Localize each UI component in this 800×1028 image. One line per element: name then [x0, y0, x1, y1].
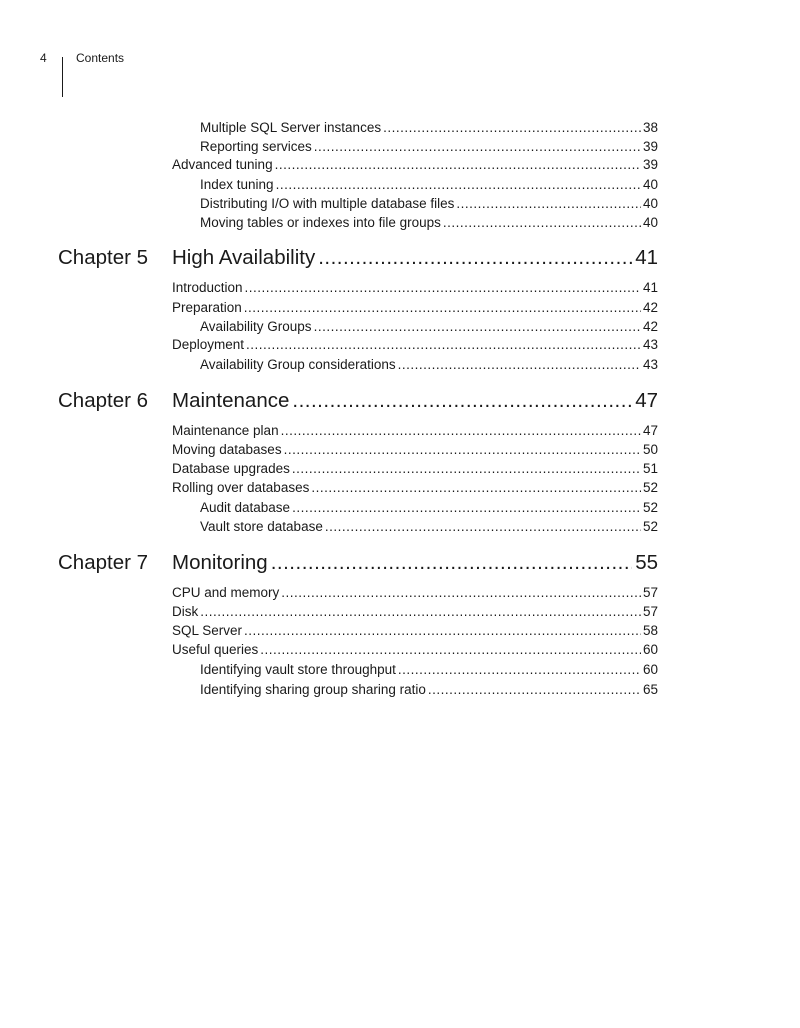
dot-leader: [314, 138, 641, 156]
dot-leader: [246, 336, 641, 354]
toc-entry-title: CPU and memory: [172, 585, 280, 600]
chapter-label: Chapter 5: [58, 246, 149, 269]
chapter-entry[interactable]: [172, 389, 658, 413]
toc-entry-title: Rolling over databases: [172, 480, 310, 495]
toc-entry-page: 57: [642, 585, 658, 600]
toc-entry-title: Introduction: [172, 280, 243, 295]
toc-entry-title: Useful queries: [172, 642, 259, 657]
toc-entry-page: 58: [642, 623, 658, 638]
toc-entry-title: Identifying sharing group sharing ratio: [200, 682, 426, 697]
chapter-title: Monitoring: [172, 551, 268, 574]
toc-entry-page: 38: [642, 120, 658, 135]
toc-entry-page: 40: [642, 196, 658, 211]
toc-entry-title: Moving databases: [172, 442, 282, 457]
toc-entry-page: 65: [642, 682, 658, 697]
toc-entry[interactable]: [172, 479, 658, 497]
dot-leader: [428, 681, 641, 699]
toc-entry-title: Maintenance plan: [172, 423, 279, 438]
toc-entry-title: Database upgrades: [172, 461, 290, 476]
page-number: 4: [40, 51, 47, 65]
toc-entry-page: 60: [642, 662, 658, 677]
chapter-entry[interactable]: [172, 246, 658, 270]
dot-leader: [292, 499, 641, 517]
dot-leader: [244, 299, 641, 317]
toc-entry-page: 51: [642, 461, 658, 476]
toc-entry-title: Availability Group considerations: [200, 357, 396, 372]
toc-entry-page: 41: [642, 280, 658, 295]
toc-entry[interactable]: [172, 156, 658, 174]
toc-entry[interactable]: [172, 641, 658, 659]
toc-entry-title: Preparation: [172, 300, 242, 315]
toc-entry-page: 39: [642, 157, 658, 172]
toc-entry-title: Index tuning: [200, 177, 274, 192]
toc-entry-page: 39: [642, 139, 658, 154]
dot-leader: [245, 279, 641, 297]
toc-entry[interactable]: [172, 336, 658, 354]
toc-entry-title: Multiple SQL Server instances: [200, 120, 382, 135]
toc-entry[interactable]: [172, 622, 658, 640]
dot-leader: [276, 176, 641, 194]
dot-leader: [318, 246, 632, 270]
toc-entry-title: Identifying vault store throughput: [200, 662, 396, 677]
chapter-title: Maintenance: [172, 389, 290, 412]
dot-leader: [456, 195, 641, 213]
toc-entry[interactable]: [200, 318, 658, 336]
toc-entry-title: SQL Server: [172, 623, 243, 638]
toc-entry-page: 47: [642, 423, 658, 438]
toc-entry[interactable]: [200, 195, 658, 213]
toc-entry-title: Availability Groups: [200, 319, 312, 334]
header-title: Contents: [76, 51, 125, 65]
dot-leader: [292, 460, 641, 478]
dot-leader: [260, 641, 641, 659]
dot-leader: [284, 441, 641, 459]
dot-leader: [281, 584, 641, 602]
toc-entry[interactable]: [172, 441, 658, 459]
toc-entry[interactable]: [200, 681, 658, 699]
dot-leader: [398, 661, 641, 679]
dot-leader: [244, 622, 641, 640]
toc-entry[interactable]: [200, 176, 658, 194]
chapter-page: 55: [635, 551, 658, 574]
dot-leader: [271, 551, 632, 575]
toc-entry-page: 40: [642, 215, 658, 230]
dot-leader: [325, 518, 641, 536]
dot-leader: [200, 603, 641, 621]
toc-entry-title: Disk: [172, 604, 199, 619]
dot-leader: [398, 356, 641, 374]
toc-entry[interactable]: [200, 661, 658, 679]
toc-entry[interactable]: [200, 499, 658, 517]
toc-entry-title: Moving tables or indexes into file groups: [200, 215, 441, 230]
toc-entry-page: 60: [642, 642, 658, 657]
toc-entry[interactable]: [200, 518, 658, 536]
toc-entry[interactable]: [200, 119, 658, 137]
chapter-label: Chapter 6: [58, 389, 149, 412]
header-divider: [62, 57, 63, 97]
chapter-page: 41: [635, 246, 658, 269]
chapter-page: 47: [635, 389, 658, 412]
dot-leader: [443, 214, 641, 232]
dot-leader: [292, 389, 632, 413]
toc-entry-title: Reporting services: [200, 139, 312, 154]
dot-leader: [311, 479, 641, 497]
dot-leader: [275, 156, 641, 174]
toc-entry[interactable]: [172, 279, 658, 297]
chapter-entry[interactable]: [172, 551, 658, 575]
toc-entry-page: 42: [642, 319, 658, 334]
toc-entry-title: Vault store database: [200, 519, 323, 534]
toc-entry[interactable]: [200, 214, 658, 232]
toc-entry[interactable]: [172, 460, 658, 478]
toc-entry-page: 52: [642, 519, 658, 534]
toc-entry[interactable]: [172, 299, 658, 317]
toc-entry-title: Deployment: [172, 337, 245, 352]
toc-entry-page: 57: [642, 604, 658, 619]
toc-entry-page: 42: [642, 300, 658, 315]
toc-entry[interactable]: [172, 422, 658, 440]
toc-entry[interactable]: [172, 603, 658, 621]
toc-entry-page: 43: [642, 337, 658, 352]
dot-leader: [281, 422, 641, 440]
toc-entry-page: 50: [642, 442, 658, 457]
toc-entry-title: Advanced tuning: [172, 157, 273, 172]
toc-entry-title: Distributing I/O with multiple database files: [200, 196, 455, 211]
toc-entry[interactable]: [200, 138, 658, 156]
dot-leader: [383, 119, 641, 137]
toc-entry[interactable]: [172, 584, 658, 602]
toc-entry-page: 40: [642, 177, 658, 192]
toc-entry-page: 52: [642, 500, 658, 515]
dot-leader: [314, 318, 641, 336]
toc-entry-title: Audit database: [200, 500, 291, 515]
toc-entry-page: 52: [642, 480, 658, 495]
toc-entry-page: 43: [642, 357, 658, 372]
chapter-title: High Availability: [172, 246, 316, 269]
toc-entry[interactable]: [200, 356, 658, 374]
chapter-label: Chapter 7: [58, 551, 149, 574]
